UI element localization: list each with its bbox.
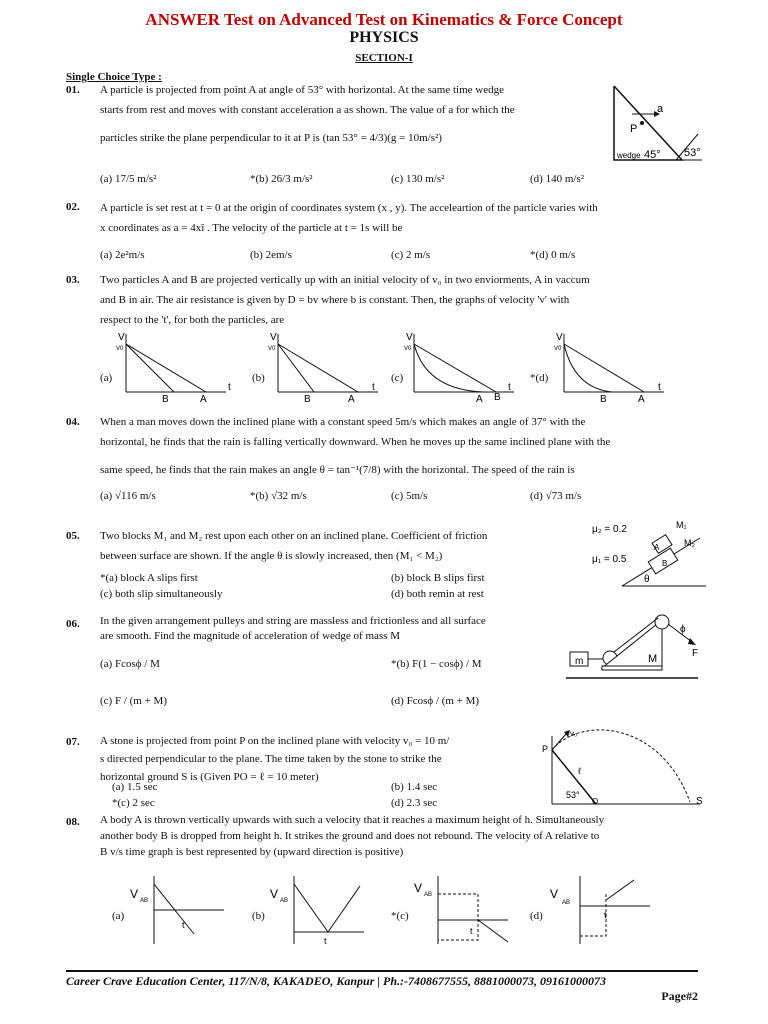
mass-label: M₂ bbox=[684, 538, 695, 548]
question-text bbox=[100, 812, 710, 860]
option: (b) bbox=[252, 910, 265, 922]
axis-label: t bbox=[508, 382, 511, 393]
footer-address: Career Crave Education Center, 117/N/8, KAKADEO, Kanpur | Ph.:-7408677555, 8881000073, 09161000073 bbox=[66, 974, 607, 988]
axis-label: V bbox=[414, 881, 423, 895]
option: (a) 17/5 m/s² bbox=[100, 173, 157, 185]
question-number: 05. bbox=[66, 530, 80, 542]
angle-label: 53° bbox=[566, 790, 580, 800]
option: (b) block B slips first bbox=[391, 572, 485, 584]
axis-label: t bbox=[228, 382, 231, 393]
axis-label: t bbox=[604, 910, 607, 920]
pulley-wedge-figure bbox=[566, 608, 706, 684]
question-number: 06. bbox=[66, 618, 80, 630]
axis-label: AB bbox=[562, 900, 571, 906]
axis-label: t bbox=[372, 382, 375, 393]
axis-label: AB bbox=[424, 892, 433, 898]
question-number: 04. bbox=[66, 416, 80, 428]
mass-label: M₁ bbox=[676, 520, 687, 530]
question-text bbox=[100, 732, 530, 786]
curve-label: B bbox=[304, 394, 311, 405]
page-number: Page#2 bbox=[661, 989, 698, 1003]
relative-velocity-graph-c bbox=[412, 870, 522, 948]
option: *(b) √32 m/s bbox=[250, 490, 307, 502]
footer-divider bbox=[66, 970, 698, 972]
question-line: A particle is set rest at t = 0 at the origin of coordinates system (x , y). The acceleartion of the particle varies with bbox=[100, 202, 598, 214]
question-text bbox=[100, 526, 570, 566]
curve-label: B bbox=[162, 394, 169, 405]
question-line: and B in air. The air resistance is given by D = bv where b is constant. Then, the graphs of velocity 'v' with bbox=[100, 294, 570, 306]
angle-label: ϕ bbox=[680, 624, 686, 635]
axis-label: AB bbox=[280, 898, 289, 904]
axis-label: V0 bbox=[404, 346, 412, 352]
question-line: s directed perpendicular to the plane. The time taken by the stone to strike the bbox=[100, 753, 442, 765]
question-number: 01. bbox=[66, 84, 80, 96]
question-line: horizontal, he finds that the rain is falling vertically downward. When he moves up the same inclined plane with the bbox=[100, 436, 611, 448]
angle-label: 45° bbox=[644, 149, 661, 161]
question-type-label: Single Choice Type : bbox=[66, 71, 162, 83]
option: (a) bbox=[112, 910, 125, 922]
option: (b) 1.4 sec bbox=[391, 781, 438, 793]
velocity-label: v₀ bbox=[570, 729, 578, 738]
option: (a) 2e²m/s bbox=[100, 249, 145, 261]
question-line: x coordinates as a = 4xî . The velocity of the particle at t = 1s will be bbox=[100, 222, 403, 234]
point-label: S bbox=[696, 796, 703, 807]
projectile-incline-figure bbox=[540, 728, 710, 808]
option: (c) both slip simultaneously bbox=[100, 588, 223, 600]
question-line: are smooth. Find the magnitude of acceleration of wedge of mass M bbox=[100, 630, 400, 642]
axis-label: V bbox=[406, 332, 413, 343]
block-label: A bbox=[654, 543, 660, 552]
option: (c) 2 m/s bbox=[391, 249, 431, 261]
question-text bbox=[100, 198, 700, 238]
wedge-label: wedge bbox=[617, 151, 641, 160]
mass-label: M bbox=[648, 653, 658, 665]
question-number: 08. bbox=[66, 816, 80, 828]
question-text bbox=[100, 80, 605, 148]
question-line: In the given arrangement pulleys and string are massless and frictionless and all surface bbox=[100, 615, 486, 627]
question-line: between surface are shown. If the angle θ is slowly increased, then (M₁ < M₂) bbox=[100, 550, 443, 562]
question-line: A particle is projected from point A at angle of 53° with horizontal. At the same time wedge bbox=[100, 84, 504, 96]
relative-velocity-graph-b bbox=[268, 870, 368, 948]
option: (b) bbox=[252, 372, 265, 384]
section-heading: SECTION-I bbox=[355, 52, 413, 64]
question-line: same speed, he finds that the rain makes an angle θ = tan⁻¹(7/8) with the horizontal. The speed of the rain is bbox=[100, 464, 575, 476]
option: (a) bbox=[100, 372, 113, 384]
friction-label: μ₂ = 0.2 bbox=[592, 524, 627, 535]
length-label: ℓ bbox=[578, 766, 581, 776]
friction-label: μ₁ = 0.5 bbox=[592, 554, 627, 565]
relative-velocity-graph-a bbox=[128, 870, 228, 948]
velocity-graph-b bbox=[268, 330, 388, 405]
option: (a) √116 m/s bbox=[100, 490, 156, 502]
angle-label: 53° bbox=[684, 147, 701, 159]
incline-blocks-figure bbox=[592, 516, 708, 590]
option: (c) 5m/s bbox=[391, 490, 428, 502]
wedge-figure bbox=[612, 84, 712, 164]
question-line: another body B is dropped from height h. It strikes the ground and does not rebound. The velocity of A relative to bbox=[100, 830, 600, 842]
axis-label: V bbox=[118, 332, 125, 343]
question-text bbox=[100, 412, 700, 480]
relative-velocity-graph-d bbox=[546, 870, 656, 948]
question-line: A stone is projected from point P on the inclined plane with velocity v₀ = 10 m/ bbox=[100, 735, 450, 747]
option: (c) bbox=[391, 372, 404, 384]
point-label: O bbox=[592, 797, 599, 806]
option: (c) F / (m + M) bbox=[100, 695, 167, 707]
option: (d) bbox=[530, 910, 543, 922]
axis-label: V bbox=[270, 887, 279, 901]
question-line: Two particles A and B are projected vertically up with an initial velocity of v₀ in two enviorments, A in vaccum bbox=[100, 274, 590, 286]
axis-label: V bbox=[130, 887, 139, 901]
curve-label: A bbox=[638, 394, 645, 405]
option: (d) 2.3 sec bbox=[391, 797, 438, 809]
question-number: 03. bbox=[66, 274, 80, 286]
option: (d) Fcosϕ / (m + M) bbox=[391, 695, 480, 707]
curve-label: B bbox=[600, 394, 607, 405]
question-text bbox=[100, 270, 700, 330]
velocity-graph-a bbox=[116, 330, 236, 405]
option: (d) 140 m/s² bbox=[530, 173, 585, 185]
question-text bbox=[100, 614, 570, 644]
axis-label: t bbox=[182, 920, 185, 930]
option: (d) √73 m/s bbox=[530, 490, 582, 502]
option: *(c) 2 sec bbox=[112, 797, 155, 809]
question-line: B v/s time graph is best represented by (upward direction is positive) bbox=[100, 846, 404, 858]
axis-label: V bbox=[556, 332, 563, 343]
question-number: 07. bbox=[66, 736, 80, 748]
curve-label: B bbox=[494, 392, 501, 403]
subject-heading: PHYSICS bbox=[349, 29, 419, 46]
curve-label: A bbox=[200, 394, 207, 405]
velocity-graph-d bbox=[554, 330, 674, 405]
velocity-graph-c bbox=[404, 330, 524, 405]
question-line: Two blocks M₁ and M₂ rest upon each other on an inclined plane. Coefficient of friction bbox=[100, 530, 488, 542]
curve-label: A bbox=[476, 394, 483, 405]
block-label: B bbox=[662, 559, 668, 568]
option: (a) 1.5 sec bbox=[112, 781, 158, 793]
question-number: 02. bbox=[66, 201, 80, 213]
question-line: respect to the 't', for both the particles, are bbox=[100, 314, 285, 326]
option: (a) Fcosϕ / M bbox=[100, 658, 160, 670]
axis-label: t bbox=[658, 382, 661, 393]
question-line: When a man moves down the inclined plane with a constant speed 5m/s which makes an angle of 37° with the bbox=[100, 416, 586, 428]
axis-label: V0 bbox=[554, 346, 562, 352]
curve-label: A bbox=[348, 394, 355, 405]
option: (d) both remin at rest bbox=[391, 588, 484, 600]
option: *(d) bbox=[530, 372, 549, 384]
option: *(b) 26/3 m/s² bbox=[250, 173, 313, 185]
point-label: P bbox=[542, 744, 549, 754]
option: *(d) 0 m/s bbox=[530, 249, 576, 261]
question-line: starts from rest and moves with constant acceleration a as shown. The value of a for which the bbox=[100, 104, 515, 116]
accel-label: a bbox=[657, 103, 664, 115]
axis-label: V0 bbox=[116, 346, 124, 352]
question-line: particles strike the plane perpendicular to it at P is (tan 53° = 4/3)(g = 10m/s²) bbox=[100, 132, 442, 144]
option: *(c) bbox=[391, 910, 409, 922]
point-p-label: P bbox=[630, 123, 638, 135]
angle-label: θ bbox=[644, 574, 650, 585]
axis-label: AB bbox=[140, 898, 149, 904]
option: *(b) F(1 − cosϕ) / M bbox=[391, 658, 482, 670]
force-label: F bbox=[692, 648, 699, 659]
axis-label: V0 bbox=[268, 346, 276, 352]
axis-label: t bbox=[324, 936, 327, 946]
axis-label: V bbox=[270, 332, 277, 343]
option: (c) 130 m/s² bbox=[391, 173, 445, 185]
mass-label: m bbox=[575, 656, 584, 667]
question-line: A body A is thrown vertically upwards with such a velocity that it reaches a maximum height of h. Simultaneously bbox=[100, 814, 605, 826]
axis-label: t bbox=[470, 926, 473, 936]
axis-label: V bbox=[550, 887, 559, 901]
option: (b) 2em/s bbox=[250, 249, 292, 261]
option: *(a) block A slips first bbox=[100, 572, 198, 584]
question-line: horizontal ground S is (Given PO = ℓ = 10 meter) bbox=[100, 771, 319, 783]
page-title: ANSWER Test on Advanced Test on Kinematics & Force Concept bbox=[145, 10, 623, 29]
